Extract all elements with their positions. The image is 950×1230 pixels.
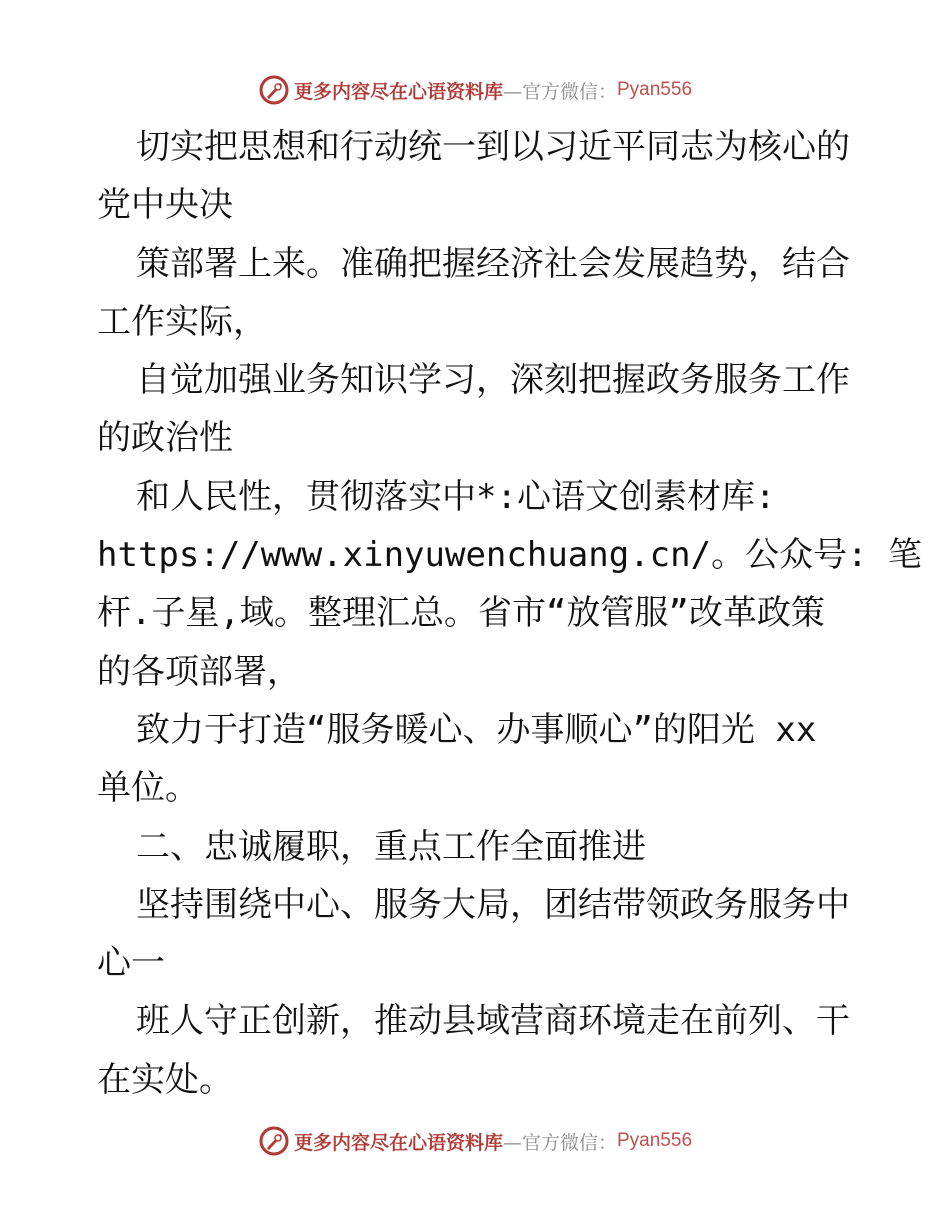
body-line: 班人守正创新，推动县域营商环境走在前列、干	[136, 1001, 850, 1042]
body-line: 心一	[97, 943, 165, 984]
quill-logo-icon	[258, 74, 290, 106]
body-line-url: https://www.xinyuwenchuang.cn/。公众号: 笔	[97, 535, 923, 576]
body-line: 的各项部署，	[97, 651, 301, 692]
watermark-wechat-id: Pyan556	[617, 79, 693, 100]
body-line: 工作实际，	[97, 301, 267, 342]
body-line: 在实处。	[97, 1059, 233, 1100]
body-line: 单位。	[97, 768, 199, 809]
watermark-main-text: 更多内容尽在心语资料库	[293, 1131, 503, 1154]
body-line: 和人民性，贯彻落实中*:心语文创素材库:	[136, 476, 776, 517]
watermark-sub-text: —官方微信：	[502, 80, 617, 103]
body-line: 自觉加强业务知识学习，深刻把握政务服务工作	[136, 360, 850, 401]
watermark-sub-text: —官方微信：	[502, 1131, 617, 1154]
watermark-wechat-id: Pyan556	[617, 1130, 693, 1151]
watermark-main-text: 更多内容尽在心语资料库	[293, 80, 503, 103]
body-line: 致力于打造“服务暖心、办事顺心”的阳光 xx	[136, 709, 817, 750]
body-line: 杆.子星,域。整理汇总。省市“放管服”改革政策	[97, 593, 825, 634]
quill-logo-icon	[258, 1125, 290, 1157]
footer-watermark	[0, 1121, 950, 1161]
body-line: 切实把思想和行动统一到以习近平同志为核心的	[136, 127, 850, 167]
header-watermark	[0, 70, 950, 110]
body-line: 党中央决	[97, 185, 233, 226]
document-body	[97, 118, 923, 1109]
body-line: 的政治性	[97, 418, 233, 459]
body-line: 策部署上来。准确把握经济社会发展趋势，结合	[136, 243, 850, 284]
body-line: 坚持围绕中心、服务大局，团结带领政务服务中	[136, 884, 850, 925]
section-heading: 二、忠诚履职，重点工作全面推进	[136, 826, 646, 867]
